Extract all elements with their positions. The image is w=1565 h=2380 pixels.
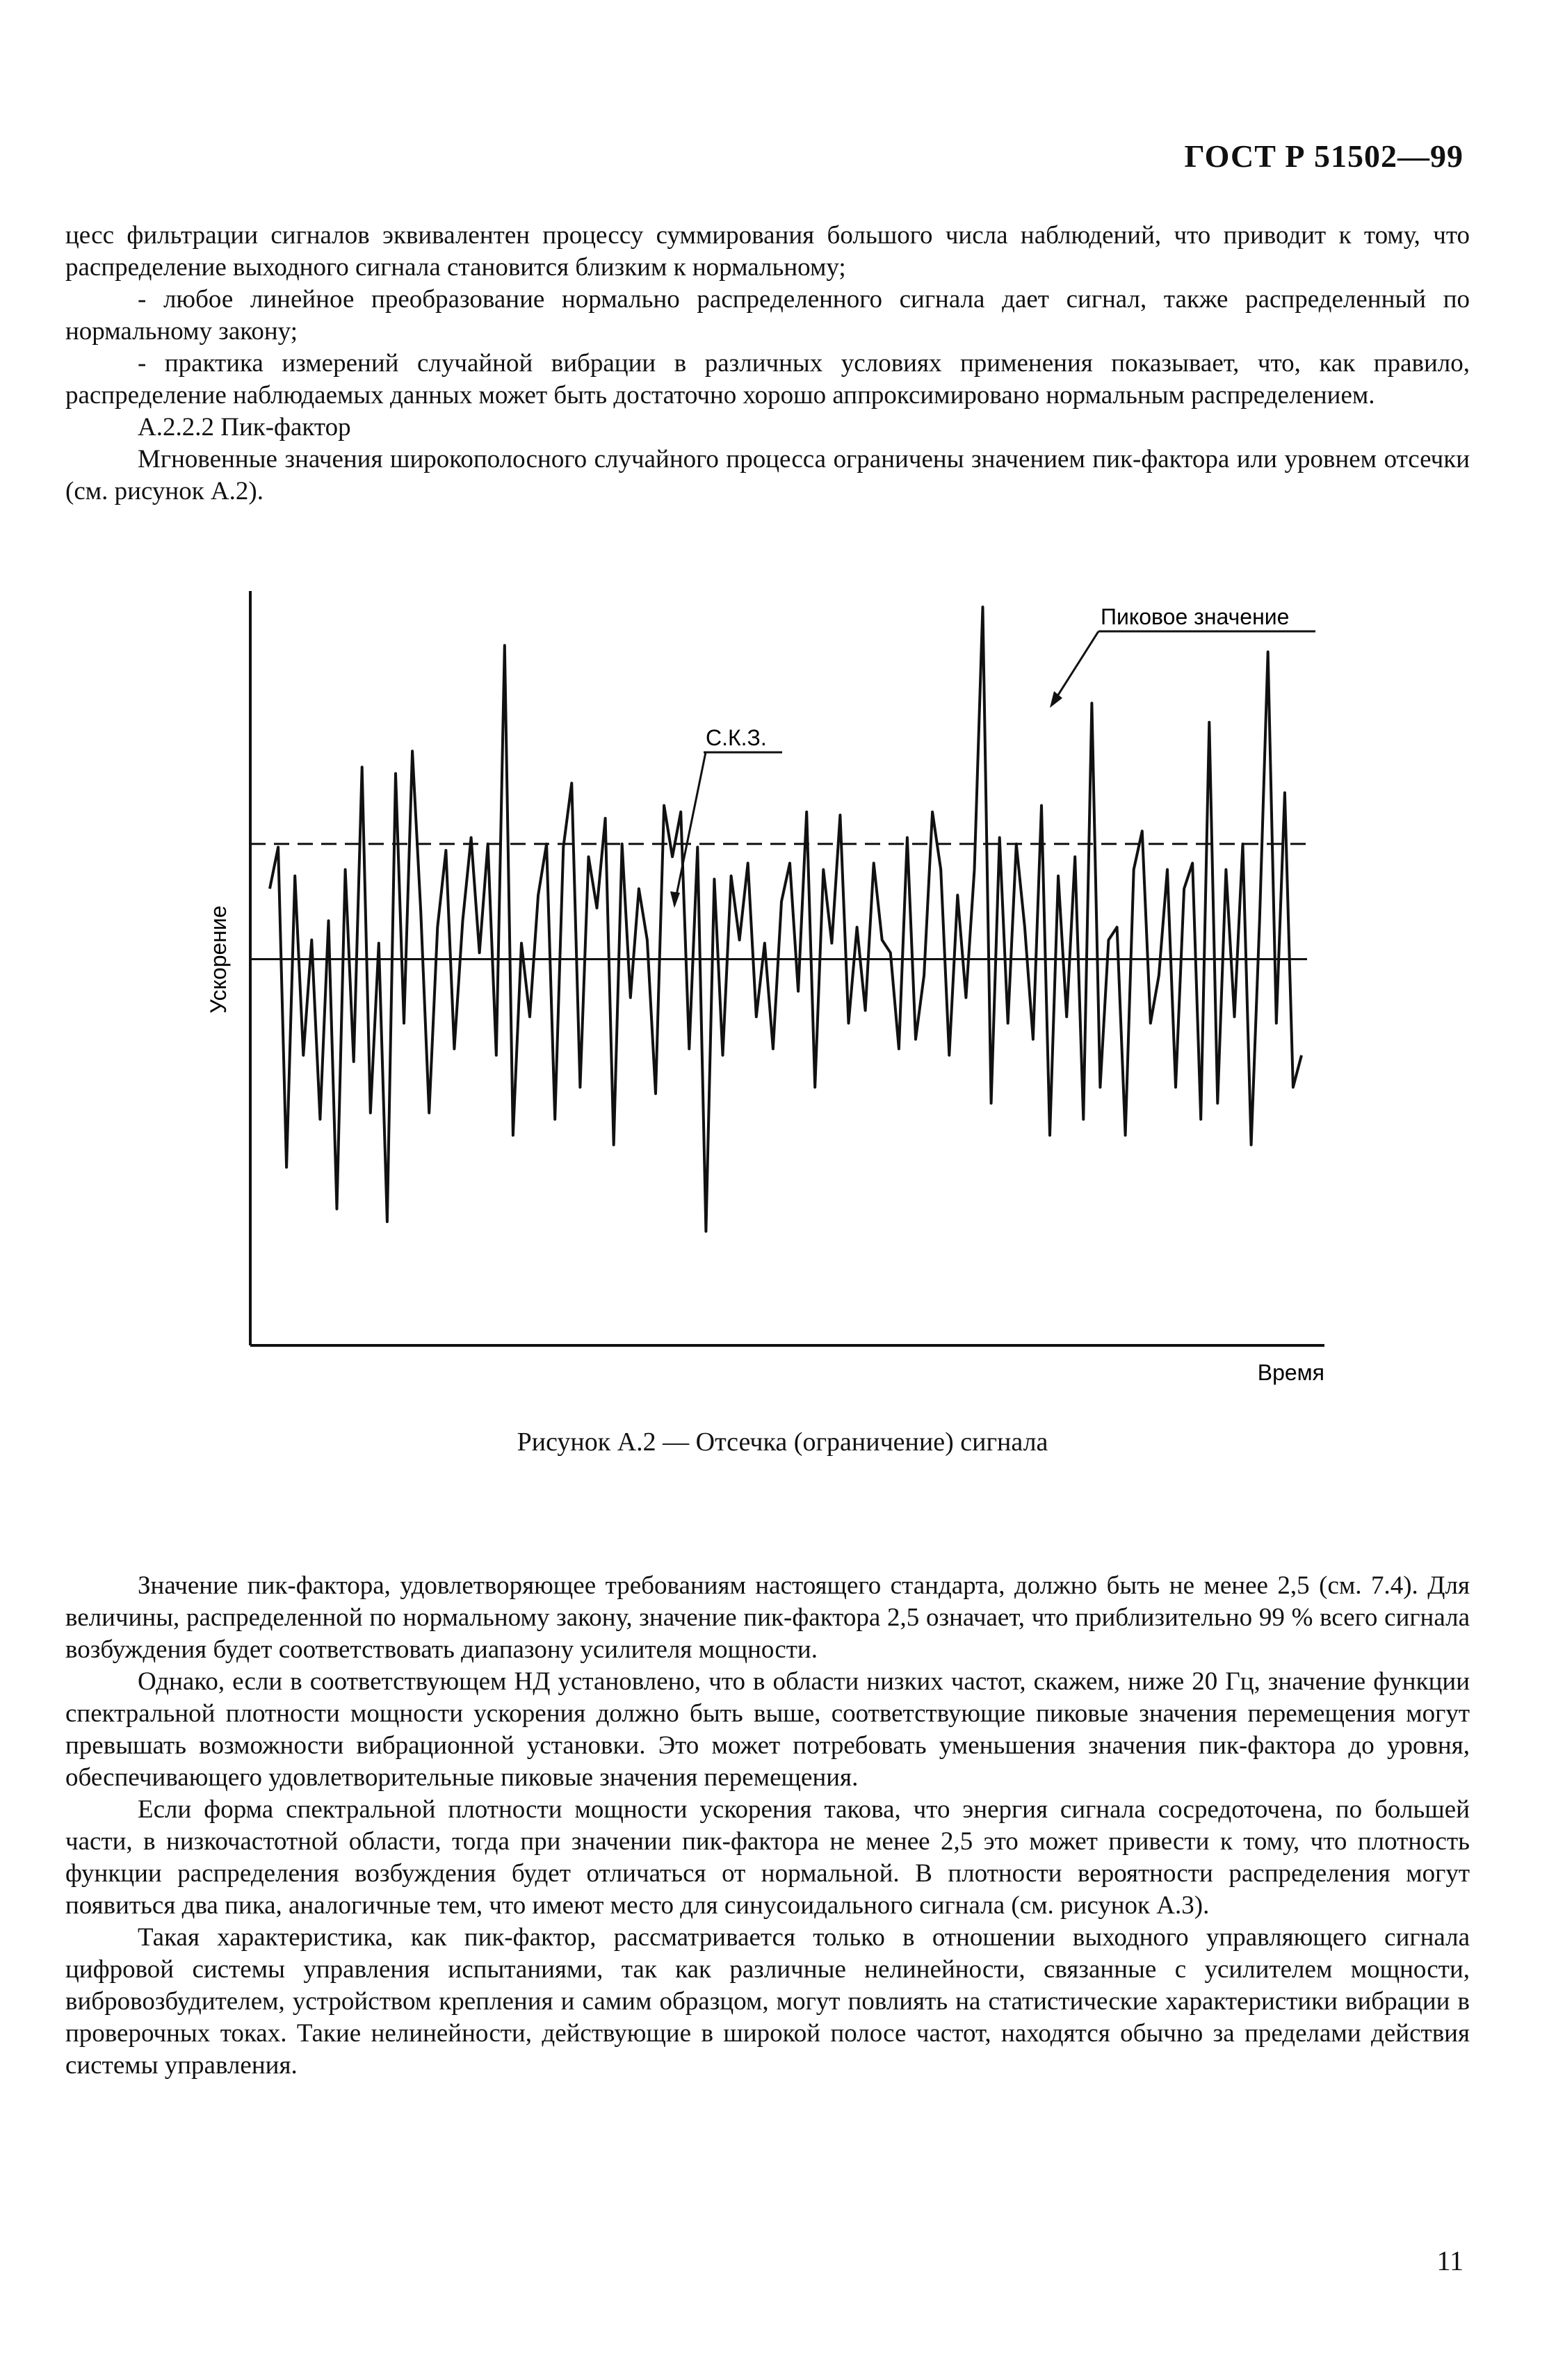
paragraph-practice: - практика измерений случайной вибрации в различных условиях применения показывает, что, как правило, распределение наблюдаемых данных может быть достаточно хорошо аппроксимировано нормальным распределением. xyxy=(65,349,1470,410)
peak-annotation-label: Пиковое значение xyxy=(1101,604,1290,629)
rms-annotation-label: С.К.З. xyxy=(706,725,767,750)
x-axis-label: Время xyxy=(1257,1360,1324,1385)
signal-series xyxy=(270,607,1302,1231)
rms-annotation-leader xyxy=(674,752,706,905)
top-text-block xyxy=(65,220,1470,508)
signal-line xyxy=(270,607,1302,1231)
peak-annotation-arrowhead xyxy=(1050,691,1062,708)
figure-caption: Рисунок А.2 — Отсечка (ограничение) сигнала xyxy=(517,1427,1048,1457)
paragraph-low-frequency: Однако, если в соответствующем НД установлено, что в области низких частот, скажем, ниже 20 Гц, значение функции спектральной плотности мощности ускорения должно быть выше, соответствующие пиковые значения перемещения могут превышать возможности вибрационной установки. Это может потребовать уменьшения значения пик-фактора до уровня, обеспечивающего удовлетворительные пиковые значения перемещения. xyxy=(65,1667,1470,1792)
document-header: ГОСТ Р 51502—99 xyxy=(1184,138,1463,174)
paragraph-continuation: цесс фильтрации сигналов эквивалентен процессу суммирования большого числа наблюдений, что приводит к тому, что распределение выходного сигнала становится близким к нормальному; xyxy=(65,221,1470,282)
figure-a2 xyxy=(195,584,1335,1391)
signal-chart xyxy=(195,584,1335,1391)
paragraph-linear-transform: - любое линейное преобразование нормально распределенного сигнала дает сигнал, также распределенный по нормальному закону; xyxy=(65,285,1470,346)
bottom-text-block xyxy=(65,1570,1470,2082)
rms-annotation-arrowhead xyxy=(670,891,680,908)
y-axis-label: Ускорение xyxy=(206,905,231,1014)
paragraph-spectral-density: Если форма спектральной плотности мощности ускорения такова, что энергия сигнала сосредоточена, по большей части, в низкочастотной области, тогда при значении пик-фактора не менее 2,5 это может привести к тому, что плотность функции распределения возбуждения будет отличаться от нормальной. В плотности вероятности распределения могут появиться два пика, аналогичные тем, что имеют место для синусоидального сигнала (см. рисунок А.3). xyxy=(65,1795,1470,1920)
section-heading-peak-factor: А.2.2.2 Пик-фактор xyxy=(138,413,351,442)
paragraph-instant-values: Мгновенные значения широкополосного случайного процесса ограничены значением пик-фактора или уровнем отсечки (см. рисунок А.2). xyxy=(65,445,1470,505)
peak-annotation-leader xyxy=(1053,631,1098,704)
paragraph-nonlinearities: Такая характеристика, как пик-фактор, рассматривается только в отношении выходного управляющего сигнала цифровой системы управления испытаниями, так как различные нелинейности, связанные с усилителем мощности, вибровозбудителем, устройством крепления и самим образцом, могут повлиять на статистические характеристики вибрации в проверочных токах. Такие нелинейности, действующие в широкой полосе частот, находятся обычно за пределами действия системы управления. xyxy=(65,1923,1470,2080)
paragraph-peak-factor-requirement: Значение пик-фактора, удовлетворяющее требованиям настоящего стандарта, должно быть не менее 2,5 (см. 7.4). Для величины, распределенной по нормальному закону, значение пик-фактора 2,5 означает, что приблизительно 99 % всего сигнала возбуждения будет соответствовать диапазону усилителя мощности. xyxy=(65,1571,1470,1664)
page-number: 11 xyxy=(1436,2245,1463,2276)
